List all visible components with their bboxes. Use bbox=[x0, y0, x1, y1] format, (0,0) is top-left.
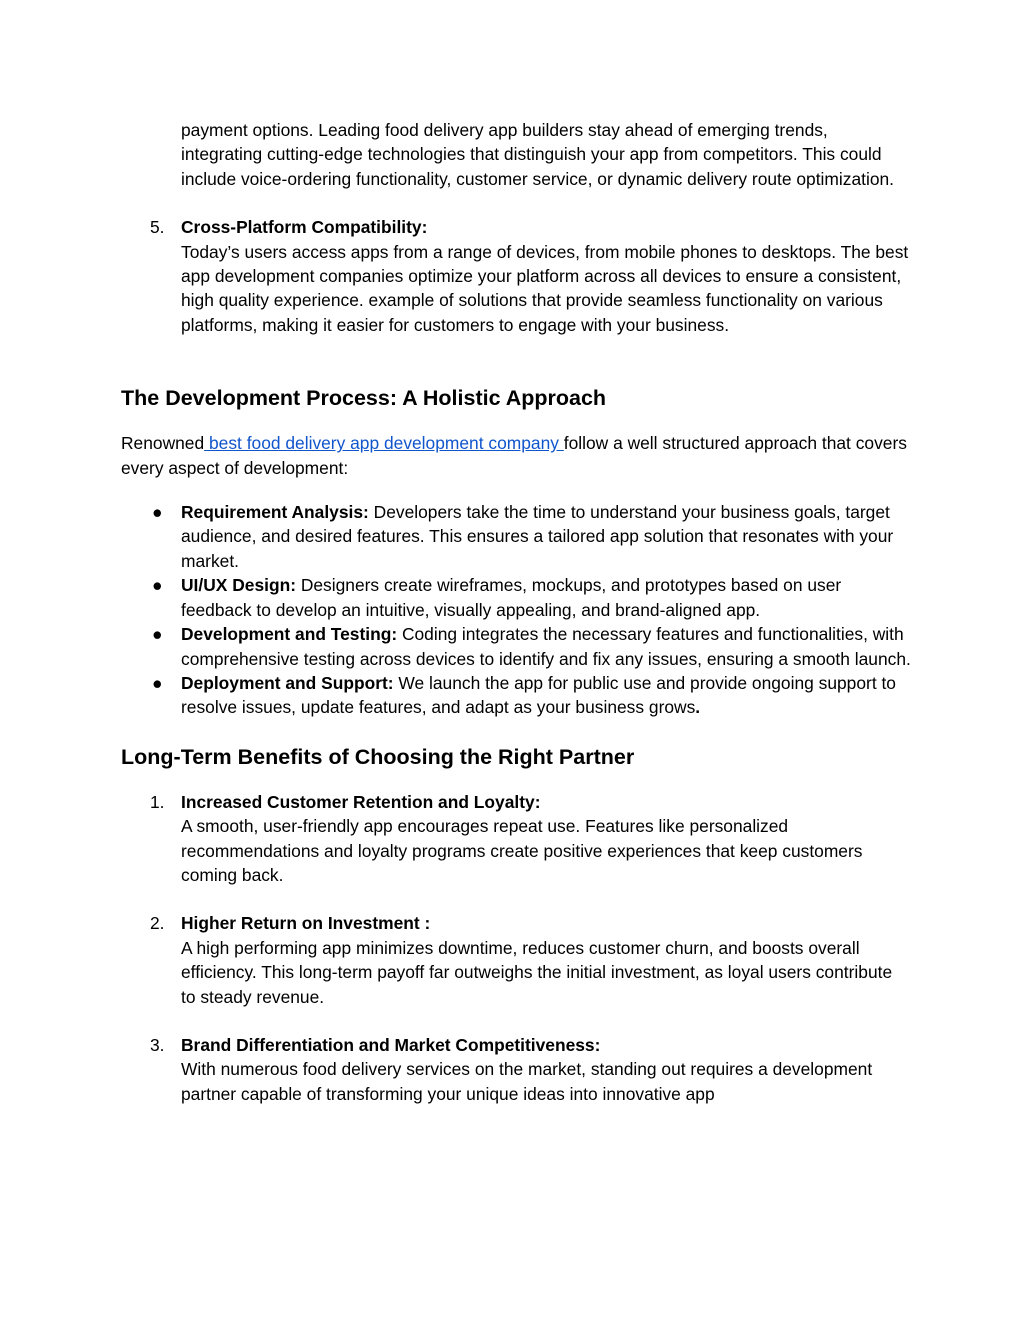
list-item-body: A smooth, user-friendly app encourages repeat use. Features like personalized recommendations and loyalty programs create positive experiences that keep customers coming back. bbox=[181, 816, 863, 885]
bullet-item-requirement bbox=[121, 500, 911, 573]
bullet-title: Development and Testing: bbox=[181, 624, 398, 645]
list-item-retention bbox=[121, 790, 911, 888]
intro-continuation: payment options. Leading food delivery app builders stay ahead of emerging trends, integrating cutting-edge technologies that distinguish your app from competitors. This could include voice-ordering functionality, customer service, or dynamic delivery route optimization. bbox=[181, 120, 895, 189]
list-item-title: Cross-Platform Compatibility: bbox=[181, 217, 428, 238]
list-item-body: Today’s users access apps from a range of devices, from mobile phones to desktops. The best app development companies optimize your platform across all devices to ensure a consistent, high quality experience. example of solutions that provide seamless functionality on various platforms, making it easier for customers to engage with your business. bbox=[181, 241, 909, 335]
bullet-marker: ● bbox=[152, 502, 163, 523]
list-item-title: Brand Differentiation and Market Competitiveness: bbox=[181, 1034, 601, 1055]
bullet-title: Requirement Analysis: bbox=[181, 502, 369, 523]
bullet-end-period: . bbox=[695, 697, 701, 718]
bullet-title: Deployment and Support: bbox=[181, 672, 394, 693]
bullet-title: UI/UX Design: bbox=[181, 575, 296, 596]
list-item-title: Increased Customer Retention and Loyalty: bbox=[181, 791, 541, 812]
list-number: 3. bbox=[150, 1034, 165, 1055]
bullet-item-uiux bbox=[121, 573, 911, 622]
list-item-body: With numerous food delivery services on the market, standing out requires a development partner capable of transforming your unique ideas into innovative app bbox=[181, 1059, 873, 1104]
section-heading-benefits: Long-Term Benefits of Choosing the Right Partner bbox=[121, 744, 635, 769]
list-item-roi bbox=[121, 911, 911, 1009]
bullet-body: We launch the app for public use and provide ongoing support to resolve issues, update features, and adapt as your business grows bbox=[181, 672, 896, 718]
lead-text-before: Renowned bbox=[121, 433, 205, 454]
section-heading-development: The Development Process: A Holistic Approach bbox=[121, 386, 607, 411]
bullet-marker: ● bbox=[152, 624, 163, 645]
company-link[interactable]: best food delivery app development company bbox=[204, 433, 564, 454]
list-number: 1. bbox=[150, 791, 165, 812]
bullet-body: Developers take the time to understand your business goals, target audience, and desired features. This ensures a tailored app solution that resonates with your market. bbox=[181, 502, 894, 571]
list-item-title: Higher Return on Investment : bbox=[181, 913, 431, 934]
list-number: 2. bbox=[150, 913, 165, 934]
list-number: 5. bbox=[150, 217, 165, 238]
bullet-item-development bbox=[121, 622, 911, 671]
bullet-body: Designers create wireframes, mockups, and prototypes based on user feedback to develop an intuitive, visually appealing, and brand-aligned app. bbox=[181, 575, 842, 620]
bullet-marker: ● bbox=[152, 672, 163, 693]
bullet-item-deployment bbox=[121, 671, 911, 720]
list-item-cross-platform bbox=[121, 215, 911, 337]
bullet-body: Coding integrates the necessary features and functionalities, with comprehensive testing across devices to identify and fix any issues, ensuring a smooth launch. bbox=[181, 624, 911, 669]
development-lead bbox=[121, 431, 911, 480]
list-item-body: A high performing app minimizes downtime, reduces customer churn, and boosts overall efficiency. This long-term payoff far outweighs the initial investment, as loyal users contribute to steady revenue. bbox=[181, 937, 893, 1007]
bullet-marker: ● bbox=[152, 575, 163, 596]
document-page bbox=[121, 118, 911, 1106]
lead-text-after: follow a well structured approach that covers every aspect of development: bbox=[121, 433, 907, 478]
list-item-brand bbox=[121, 1033, 911, 1106]
